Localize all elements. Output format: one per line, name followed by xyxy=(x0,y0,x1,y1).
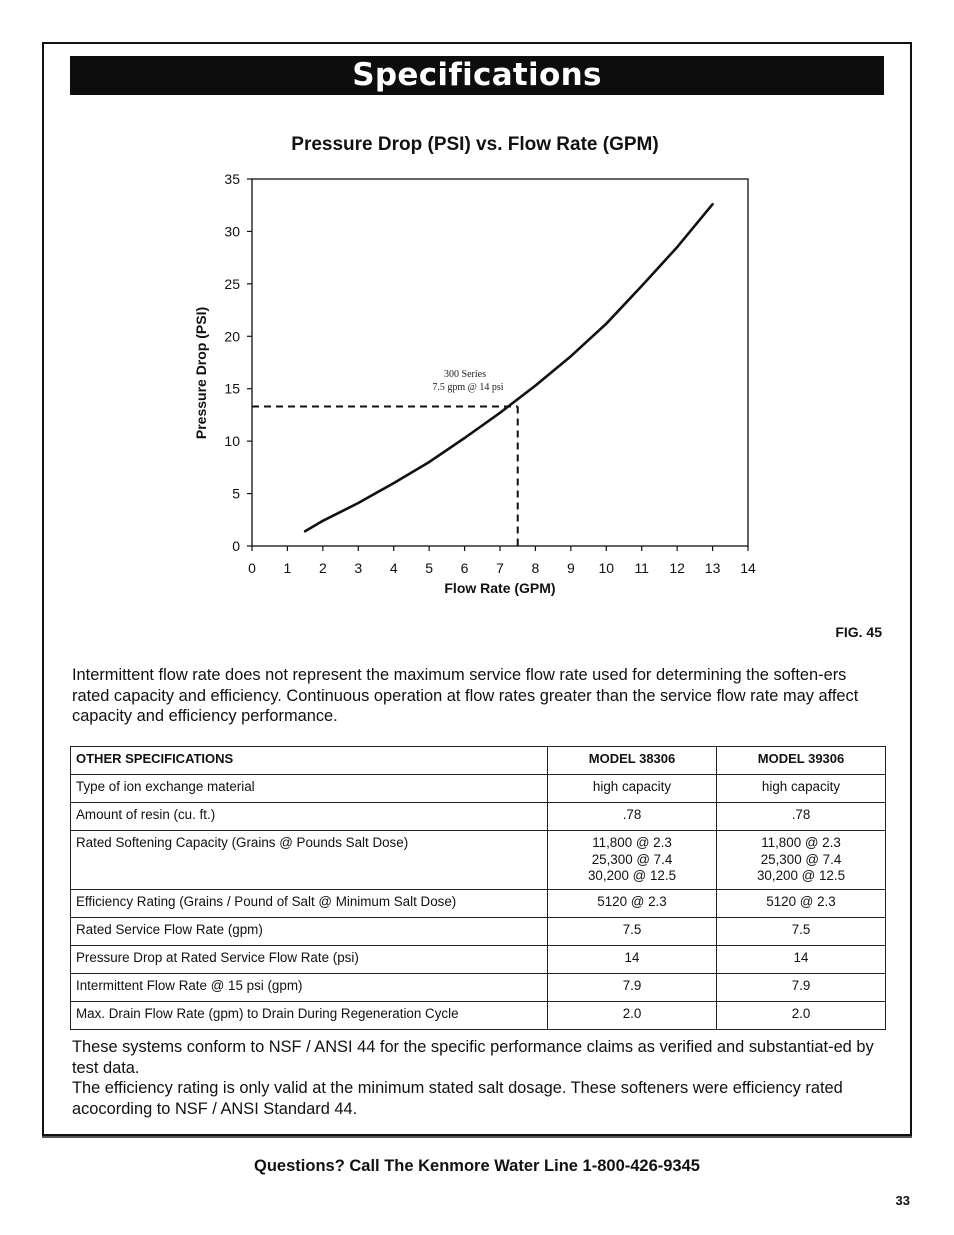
x-tick-label: 13 xyxy=(704,560,721,576)
x-tick-label: 3 xyxy=(354,560,363,576)
x-tick-label: 10 xyxy=(598,560,615,576)
x-tick-label: 12 xyxy=(669,560,685,576)
x-axis-label: Flow Rate (GPM) xyxy=(444,580,556,596)
figure-label: FIG. 45 xyxy=(835,624,882,640)
model-38306-value: 7.5 xyxy=(548,917,717,945)
table-row xyxy=(71,775,886,803)
row-label: Efficiency Rating (Grains / Pound of Salt @ Minimum Salt Dose) xyxy=(71,889,548,917)
x-tick-label: 8 xyxy=(531,560,540,576)
annotation-value: 7.5 gpm @ 14 psi xyxy=(432,382,504,393)
series-point xyxy=(393,482,395,484)
series-point xyxy=(499,412,501,414)
y-tick-label: 0 xyxy=(232,538,240,554)
x-tick-label: 6 xyxy=(460,560,469,576)
table-row xyxy=(71,803,886,831)
x-tick-label: 14 xyxy=(740,560,756,576)
pressure-flow-chart xyxy=(180,118,780,618)
table-row xyxy=(71,917,886,945)
series-point xyxy=(641,285,643,287)
capacity-line: 30,200 @ 12.5 xyxy=(587,868,677,883)
capacity-line: 11,800 @ 2.3 xyxy=(761,835,841,850)
page-number: 33 xyxy=(895,1193,910,1208)
x-tick-label: 7 xyxy=(496,560,504,576)
annotation-series: 300 Series xyxy=(444,369,486,380)
model-38306-value: 7.9 xyxy=(548,973,717,1001)
intro-paragraph xyxy=(72,665,882,727)
y-tick-label: 35 xyxy=(224,171,240,187)
model-38306-value: high capacity xyxy=(548,775,717,803)
row-label: Type of ion exchange material xyxy=(71,775,548,803)
chart-svg xyxy=(180,118,780,618)
y-tick-label: 30 xyxy=(224,223,240,240)
notes xyxy=(72,1037,882,1119)
series-point xyxy=(570,355,572,357)
x-tick-label: 0 xyxy=(248,560,256,576)
x-tick-label: 5 xyxy=(425,560,434,576)
efficiency-note: The efficiency rating is only valid at the minimum stated salt dosage. These softeners were efficiency rated acocording to NSF / ANSI Standard 44. xyxy=(72,1079,843,1118)
row-label: Amount of resin (cu. ft.) xyxy=(71,803,548,831)
table-row xyxy=(71,973,886,1001)
row-label: Intermittent Flow Rate @ 15 psi (gpm) xyxy=(71,973,548,1001)
model-38306-value: 14 xyxy=(548,945,717,973)
model-39306-value: 7.5 xyxy=(717,917,886,945)
series-point xyxy=(304,531,306,533)
x-tick-label: 4 xyxy=(389,560,398,576)
model-38306-value: .78 xyxy=(548,803,717,831)
series-point xyxy=(535,385,537,387)
series-point xyxy=(605,323,607,325)
capacity-line: 25,300 @ 7.4 xyxy=(591,851,673,867)
table-row xyxy=(71,831,886,890)
model-39306-value: 7.9 xyxy=(717,973,886,1001)
model-39306-value: 5120 @ 2.3 xyxy=(717,889,886,917)
model-38306-value xyxy=(548,831,717,890)
x-tick-label: 9 xyxy=(566,560,575,576)
capacity-line: 25,300 @ 7.4 xyxy=(760,851,842,867)
intro-text: Intermittent flow rate does not represent the maximum service flow rate used for determining the soften-ers rated capacity and efficiency. Continuous operation at flow rates greater than the service flow rate may affect capacity and efficiency performance. xyxy=(72,666,859,725)
series-point xyxy=(464,437,466,439)
capacity-line: 11,800 @ 2.3 xyxy=(592,835,672,850)
y-tick-label: 20 xyxy=(224,328,240,345)
footer-question: Questions? Call The Kenmore Water Line 1-800-426-9345 xyxy=(254,1157,700,1175)
x-tick-label: 2 xyxy=(318,560,327,576)
y-tick-label: 15 xyxy=(224,380,240,397)
series-point xyxy=(712,203,714,205)
model-39306-value xyxy=(717,831,886,890)
series-line xyxy=(305,204,712,531)
series-point xyxy=(357,502,359,504)
plot-frame xyxy=(252,179,748,546)
model-38306-value: 5120 @ 2.3 xyxy=(548,889,717,917)
nsf-note: These systems conform to NSF / ANSI 44 for the specific performance claims as verified and substantiat-ed by test data. xyxy=(72,1038,874,1077)
model-39306-value: high capacity xyxy=(717,775,886,803)
model-39306-value: 2.0 xyxy=(717,1001,886,1029)
y-tick-label: 5 xyxy=(232,485,240,502)
y-axis-ticks xyxy=(224,171,252,554)
header-model-39306: MODEL 39306 xyxy=(717,747,886,775)
series-point xyxy=(676,246,678,248)
model-39306-value: 14 xyxy=(717,945,886,973)
series-point xyxy=(517,398,519,400)
series-point xyxy=(322,520,324,522)
y-tick-label: 25 xyxy=(224,275,240,292)
row-label: Rated Softening Capacity (Grains @ Pounds Salt Dose) xyxy=(71,831,548,890)
series-points xyxy=(304,203,713,532)
row-label: Pressure Drop at Rated Service Flow Rate (psi) xyxy=(71,945,548,973)
row-label: Max. Drain Flow Rate (gpm) to Drain During Regeneration Cycle xyxy=(71,1001,548,1029)
chart-title: Pressure Drop (PSI) vs. Flow Rate (GPM) xyxy=(291,134,659,155)
specifications-table xyxy=(70,746,886,1030)
row-label: Rated Service Flow Rate (gpm) xyxy=(71,917,548,945)
x-tick-label: 1 xyxy=(283,560,292,576)
model-39306-value: .78 xyxy=(717,803,886,831)
header-other-specifications: OTHER SPECIFICATIONS xyxy=(71,747,548,775)
model-38306-value: 2.0 xyxy=(548,1001,717,1029)
series-point xyxy=(428,461,430,463)
table-header-row xyxy=(71,747,886,775)
header-model-38306: MODEL 38306 xyxy=(548,747,717,775)
y-axis-label: Pressure Drop (PSI) xyxy=(193,306,209,440)
capacity-line: 30,200 @ 12.5 xyxy=(756,868,846,883)
x-tick-label: 11 xyxy=(634,560,649,576)
table-row xyxy=(71,889,886,917)
table-row xyxy=(71,945,886,973)
page-title: Specifications xyxy=(70,56,884,95)
table-row xyxy=(71,1001,886,1029)
y-tick-label: 10 xyxy=(224,433,240,450)
x-axis-ticks xyxy=(248,546,756,576)
